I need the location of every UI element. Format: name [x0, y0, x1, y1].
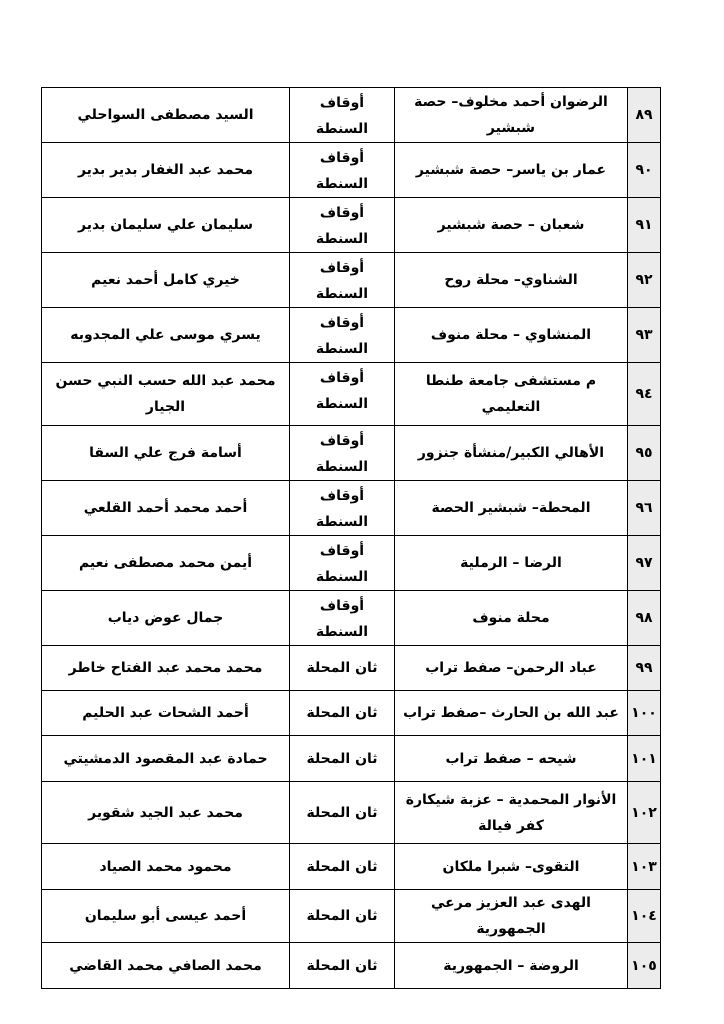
row-number: ٩١ [628, 198, 661, 253]
administration: أوقاف السنطة [290, 143, 395, 198]
row-number: ٩٩ [628, 646, 661, 691]
administration: ثان المحلة [290, 736, 395, 782]
mosque-name: الشناوي– محلة روح [395, 253, 628, 308]
table-row [42, 426, 661, 481]
administration: أوقاف السنطة [290, 308, 395, 363]
administration: ثان المحلة [290, 646, 395, 691]
imam-name: محمود محمد الصياد [42, 844, 290, 890]
row-number: ٩٢ [628, 253, 661, 308]
mosque-name: التقوى– شبرا ملكان [395, 844, 628, 890]
mosque-name: م مستشفى جامعة طنطا التعليمي [395, 363, 628, 426]
administration: أوقاف السنطة [290, 426, 395, 481]
row-number: ١٠١ [628, 736, 661, 782]
imam-name: محمد عبد الجيد شقوير [42, 782, 290, 844]
imam-name: السيد مصطفى السواحلي [42, 88, 290, 143]
table-row [42, 943, 661, 989]
row-number: ١٠٢ [628, 782, 661, 844]
mosques-table [41, 87, 661, 989]
imam-name: أيمن محمد مصطفى نعيم [42, 536, 290, 591]
table-row [42, 143, 661, 198]
administration: أوقاف السنطة [290, 198, 395, 253]
row-number: ٩٦ [628, 481, 661, 536]
administration: أوقاف السنطة [290, 481, 395, 536]
mosque-name: عمار بن ياسر– حصة شبشير [395, 143, 628, 198]
administration: أوقاف السنطة [290, 591, 395, 646]
row-number: ١٠٤ [628, 890, 661, 943]
table-row [42, 782, 661, 844]
table-row [42, 88, 661, 143]
table-row [42, 844, 661, 890]
row-number: ٩٧ [628, 536, 661, 591]
imam-name: محمد محمد عبد الفتاح خاطر [42, 646, 290, 691]
administration: أوقاف السنطة [290, 363, 395, 426]
imam-name: سليمان علي سليمان بدير [42, 198, 290, 253]
mosque-name: عبد الله بن الحارث –صفط تراب [395, 691, 628, 736]
mosque-name: محلة منوف [395, 591, 628, 646]
administration: ثان المحلة [290, 782, 395, 844]
row-number: ٩٣ [628, 308, 661, 363]
administration: أوقاف السنطة [290, 253, 395, 308]
mosque-name: الأهالي الكبير/منشأة جنزور [395, 426, 628, 481]
imam-name: محمد عبد الله حسب النبي حسن الجيار [42, 363, 290, 426]
imam-name: أحمد محمد أحمد القلعي [42, 481, 290, 536]
mosque-name: شيحه – صفط تراب [395, 736, 628, 782]
row-number: ٩٨ [628, 591, 661, 646]
row-number: ١٠٣ [628, 844, 661, 890]
imam-name: أسامة فرج علي السقا [42, 426, 290, 481]
imam-name: أحمد الشحات عبد الحليم [42, 691, 290, 736]
imam-name: خيري كامل أحمد نعيم [42, 253, 290, 308]
table-row [42, 253, 661, 308]
mosque-name: عباد الرحمن– صفط تراب [395, 646, 628, 691]
row-number: ٨٩ [628, 88, 661, 143]
imam-name: محمد الصافي محمد القاضي [42, 943, 290, 989]
administration: أوقاف السنطة [290, 88, 395, 143]
imam-name: محمد عبد الغفار بدير بدير [42, 143, 290, 198]
mosque-name: الأنوار المحمدية – عزبة شيكارة كفر فيالة [395, 782, 628, 844]
mosque-name: الرضوان أحمد مخلوف– حصة شبشير [395, 88, 628, 143]
table-body [42, 88, 661, 989]
table-row [42, 591, 661, 646]
imam-name: يسري موسى علي المجدوبه [42, 308, 290, 363]
table-row [42, 536, 661, 591]
mosque-name: المحطة– شبشير الحصة [395, 481, 628, 536]
table-row [42, 308, 661, 363]
administration: ثان المحلة [290, 844, 395, 890]
administration: ثان المحلة [290, 890, 395, 943]
mosque-name: المنشاوي – محلة منوف [395, 308, 628, 363]
mosque-name: الهدى عبد العزيز مرعي الجمهورية [395, 890, 628, 943]
row-number: ١٠٠ [628, 691, 661, 736]
administration: ثان المحلة [290, 691, 395, 736]
administration: أوقاف السنطة [290, 536, 395, 591]
table-row [42, 363, 661, 426]
table-row [42, 198, 661, 253]
table-row [42, 890, 661, 943]
row-number: ٩٠ [628, 143, 661, 198]
imam-name: جمال عوض دياب [42, 591, 290, 646]
administration: ثان المحلة [290, 943, 395, 989]
row-number: ١٠٥ [628, 943, 661, 989]
row-number: ٩٤ [628, 363, 661, 426]
imam-name: أحمد عيسى أبو سليمان [42, 890, 290, 943]
mosque-name: شعبان – حصة شبشير [395, 198, 628, 253]
table-row [42, 736, 661, 782]
table-row [42, 646, 661, 691]
mosque-name: الروضة – الجمهورية [395, 943, 628, 989]
row-number: ٩٥ [628, 426, 661, 481]
table-row [42, 481, 661, 536]
table-row [42, 691, 661, 736]
mosque-name: الرضا – الرملية [395, 536, 628, 591]
imam-name: حمادة عبد المقصود الدمشيتي [42, 736, 290, 782]
